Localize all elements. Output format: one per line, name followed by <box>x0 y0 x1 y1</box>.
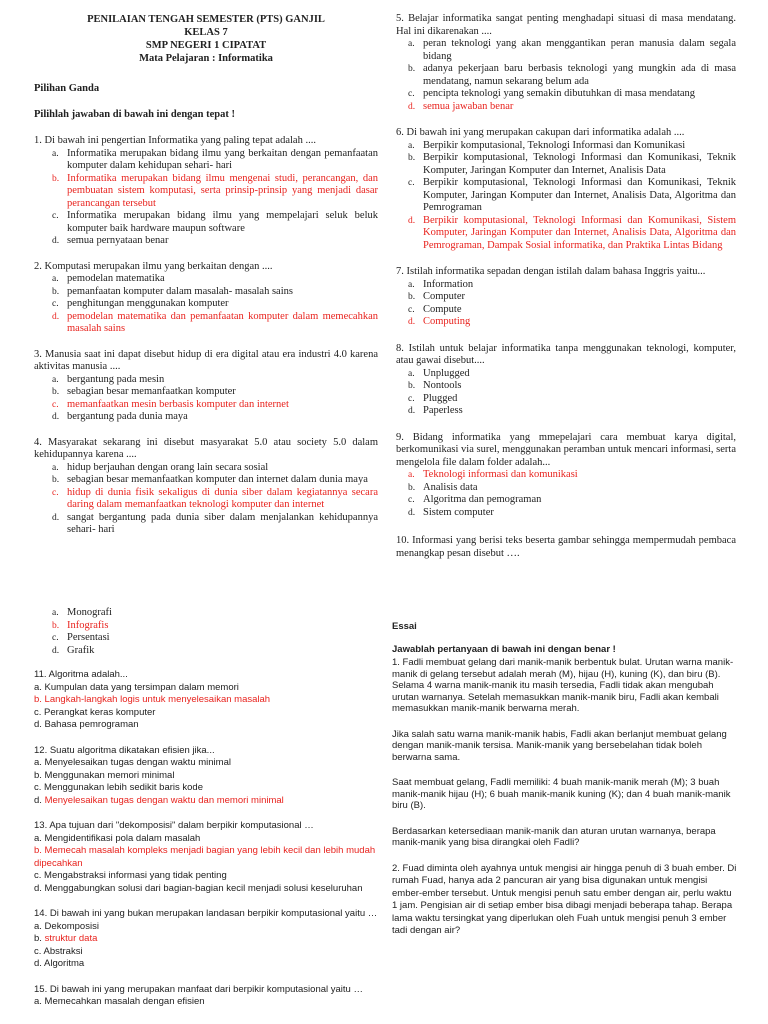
question-10 <box>396 535 736 560</box>
question-stem: 7. Istilah informatika sepadan dengan istilah dalam bahasa Inggris yaitu... <box>396 266 706 277</box>
option-d-answer: d. Computing <box>408 316 471 327</box>
option-c: c. Abstraksi <box>34 945 83 957</box>
option-d: d. Paperless <box>408 405 463 416</box>
question-stem: 2. Komputasi merupakan ilmu yang berkaitan dengan .... <box>34 260 273 272</box>
question-stem: 10. Informasi yang berisi teks beserta gambar sehingga mempermudah pembaca menangkap pesan disebut …. <box>396 535 736 559</box>
option-d: d. Grafik <box>52 644 95 656</box>
option-a: a. Information <box>408 278 474 290</box>
question-7 <box>396 266 736 329</box>
option-c: c. Berpikir komputasional, Teknologi Informasi dan Komunikasi, Teknik Komputer, Jaringan Komputer dan Internet, Analisis Data, Algoritma dan Pemrograman <box>408 177 736 213</box>
essay-title: Essai <box>392 621 417 632</box>
option-b-answer: b. Informatika merupakan bidang ilmu mengenai studi, perancangan, dan pembuatan sistem komputasi, serta prinsip-prinsip yang menjadi dasar perancangan tersebut <box>52 172 378 209</box>
question-2 <box>34 261 378 336</box>
option-c: c. Perangkat keras komputer <box>34 706 156 718</box>
option-d: d. semua pernyataan benar <box>52 235 169 246</box>
option-d-answer: d. pemodelan matematika dan pemanfaatan komputer dalam memecahkan masalah sains <box>52 310 378 334</box>
option-d: d. Algoritma <box>34 958 85 969</box>
option-b: b. adanya pekerjaan baru berbasis teknologi yang mungkin ada di masa mendatang, namun sekarang belum ada <box>408 63 736 87</box>
option-b-answer: b. struktur data <box>34 933 98 944</box>
question-stem: 1. Di bawah ini pengertian Informatika yang paling tepat adalah .... <box>34 135 316 146</box>
option-b: b. Nontools <box>408 380 462 391</box>
question-stem: 12. Suatu algoritma dikatakan efisien jika... <box>34 744 215 756</box>
option-b: b. sebagian besar memanfaatkan komputer <box>52 386 236 397</box>
option-d: d. bergantung pada dunia maya <box>52 411 188 422</box>
left-column-bottom <box>34 607 378 1009</box>
option-b: b. Computer <box>408 291 465 302</box>
left-column-top <box>34 13 378 537</box>
option-a: a. Menyelesaikan tugas dengan waktu minimal <box>34 757 231 768</box>
option-c-answer: c. hidup di dunia fisik sekaligus di dunia siber dalam kegiatannya secara daring dalam memanfaatkan teknologi komputer dan internet <box>52 486 378 510</box>
option-b: b. Analisis data <box>408 481 478 493</box>
option-c: c. Compute <box>408 303 462 315</box>
option-a: a. Dekomposisi <box>34 920 99 932</box>
option-a: a. pemodelan matematika <box>52 273 165 284</box>
question-14 <box>34 908 378 971</box>
option-b-answer: b. Langkah-langkah logis untuk menyelesaikan masalah <box>34 694 271 705</box>
question-1 <box>34 135 378 248</box>
question-8 <box>396 343 736 418</box>
option-a: a. Berpikir komputasional, Teknologi Informasi dan Komunikasi <box>408 139 686 151</box>
option-d: d. sangat bergantung pada dunia siber dalam menjalankan kehidupannya sehari- hari <box>52 511 378 535</box>
question-stem: 11. Algoritma adalah... <box>34 669 128 680</box>
option-a-answer: a. Teknologi informasi dan komunikasi <box>408 469 578 480</box>
option-a: a. bergantung pada mesin <box>52 373 165 385</box>
header-school: SMP NEGERI 1 CIPATAT <box>145 40 267 51</box>
header-subject: Mata Pelajaran : Informatika <box>139 53 273 64</box>
section-pilihan-ganda: Pilihan Ganda <box>34 83 100 94</box>
right-column-top <box>396 13 736 560</box>
option-d: d. Bahasa pemrograman <box>34 719 139 730</box>
option-c: c. Menggunakan lebih sedikit baris kode <box>34 782 203 793</box>
option-d-answer: d. Berpikir komputasional, Teknologi Informasi dan Komunikasi, Sistem Komputer, Jaringan Komputer dan Internet, Analisis Data, Algoritma dan Pemrograman, Dampak Sosial informatika, dan Praktika Lintas Bidang <box>408 214 736 251</box>
option-a: a. Kumpulan data yang tersimpan dalam memori <box>34 681 239 693</box>
essay-instruction: Jawablah pertanyaan di bawah ini dengan benar ! <box>392 644 616 655</box>
option-c: c. Plugged <box>408 392 458 404</box>
option-d-answer: d. Menyelesaikan tugas dengan waktu dan memori minimal <box>34 794 284 806</box>
option-c: c. Mengabstraksi informasi yang tidak penting <box>34 870 227 881</box>
question-12 <box>34 745 378 808</box>
essay-question-2: 2. Fuad diminta oleh ayahnya untuk mengisi air hingga penuh di 3 buah ember. Di rumah Fuad, hanya ada 2 pancuran air yang bisa digunakan untuk mengisi ember-ember tersebut. Untuk mengisi penuh satu ember dengan air, perlu waktu 1 jam. Pengisian air di setiap ember bisa dibagi menjadi beberapa tahap. Berapa lama waktu tersingkat yang diperlukan oleh Fuah untuk mengisi penuh 3 ember tadi dengan air? <box>392 862 737 936</box>
question-3 <box>34 349 378 424</box>
option-b: b. Menggunakan memori minimal <box>34 769 175 781</box>
option-a: a. Informatika merupakan bidang ilmu yang berkaitan dengan pemanfaatan komputer dalam kehidupan sehari- hari <box>52 147 378 171</box>
option-a: a. Monografi <box>52 607 112 618</box>
question-5 <box>396 13 736 113</box>
question-15 <box>34 984 378 1009</box>
option-c-answer: c. memanfaatkan mesin berbasis komputer dan internet <box>52 398 289 410</box>
option-b-answer: b. Infografis <box>52 619 109 631</box>
option-a: a. Unplugged <box>408 367 470 379</box>
question-stem: 9. Bidang informatika yang mmepelajari cara membuat karya digital, berkomunikasi via surel, menggunakan peramban untuk mencari informasi, serta mengelola file dalam folder adalah... <box>396 431 736 468</box>
option-a: a. hidup berjauhan dengan orang lain secara sosial <box>52 461 269 473</box>
question-stem: 15. Di bawah ini yang merupakan manfaat dari berpikir komputasional yaitu … <box>34 983 363 995</box>
option-b: b. Berpikir komputasional, Teknologi Informasi dan Komunikasi, Teknik Komputer, Jaringan Komputer dan Internet, Analisis Data <box>408 152 736 176</box>
question-11 <box>34 669 378 732</box>
question-6 <box>396 127 736 252</box>
header-title: PENILAIAN TENGAH SEMESTER (PTS) GANJIL <box>87 14 325 25</box>
option-a: a. peran teknologi yang akan menggantikan peran manusia dalam segala bidang <box>408 38 736 62</box>
option-c: c. Persentasi <box>52 632 110 643</box>
option-c: c. Algoritma dan pemograman <box>408 494 542 505</box>
question-stem: 8. Istilah untuk belajar informatika tanpa menggunakan teknologi, komputer, atau gawai disebut.... <box>396 342 736 366</box>
header-class: KELAS 7 <box>184 27 228 38</box>
option-d: d. Sistem computer <box>408 506 494 518</box>
option-b: b. pemanfaatan komputer dalam masalah- masalah sains <box>52 285 293 297</box>
option-b-answer: b. Memecah masalah kompleks menjadi bagian yang lebih kecil dan lebih mudah dipecahkan <box>34 845 376 869</box>
instruction-pg: Pilihlah jawaban di bawah ini dengan tepat ! <box>34 109 236 120</box>
question-stem: 14. Di bawah ini yang bukan merupakan landasan berpikir komputasional yaitu … <box>34 908 378 919</box>
option-d: d. Menggabungkan solusi dari bagian-bagian kecil menjadi solusi keseluruhan <box>34 882 363 894</box>
question-13 <box>34 820 378 895</box>
question-stem: 5. Belajar informatika sangat penting menghadapi situasi di masa mendatang. Hal ini dikarenakan .... <box>396 13 736 37</box>
question-stem: 4. Masyarakat sekarang ini disebut masyarakat 5.0 atau society 5.0 dalam kehidupannya karena .... <box>34 436 378 460</box>
option-a: a. Mengidentifikasi pola dalam masalah <box>34 832 201 844</box>
option-a: a. Memecahkan masalah dengan efisien <box>34 996 205 1007</box>
option-c: c. Informatika merupakan bidang ilmu yang mempelajari seluk beluk komputer baik hardware maupun software <box>52 210 378 234</box>
essay-question-1-p1: 1. Fadli membuat gelang dari manik-manik berbentuk bulat. Urutan warna manik-manik di gelang tersebut adalah merah (M), hijau (H), kuning (K), dan biru (B). Selama 4 warna manik-manik itu masih tersedia, Fadli tidak akan mengubah urutan warnanya. Setelah memasukkan manik-manik biru, Fadli akan kembali memasukkan manik-manik berwarna merah. <box>392 657 734 714</box>
question-stem: 13. Apa tujuan dari "dekomposisi" dalam berpikir komputasional … <box>34 820 314 831</box>
essay-question-1-p3: Saat membuat gelang, Fadli memiliki: 4 buah manik-manik merah (M); 3 buah manik-manik hijau (H); 6 buah manik-manik kuning (K); dan 4 buah manik-manik biru (B). <box>392 777 731 811</box>
question-10-options <box>34 607 378 657</box>
question-4 <box>34 437 378 537</box>
option-c: c. penghitungan menggunakan komputer <box>52 298 229 309</box>
question-9 <box>396 432 736 520</box>
option-d-answer: d. semua jawaban benar <box>408 100 514 112</box>
option-c: c. pencipta teknologi yang semakin dibutuhkan di masa mendatang <box>408 88 696 99</box>
essay-question-1-p4: Berdasarkan ketersediaan manik-manik dan aturan urutan warnanya, berapa manik-manik yang bisa dirangkai oleh Fadli? <box>392 825 716 848</box>
essay-section <box>392 621 738 938</box>
question-stem: 3. Manusia saat ini dapat disebut hidup di era digital atau era industri 4.0 karena aktivitas manusia .... <box>34 348 378 372</box>
question-stem: 6. Di bawah ini yang merupakan cakupan dari informatika adalah .... <box>396 127 685 138</box>
essay-question-1-p2: Jika salah satu warna manik-manik habis, Fadli akan berlanjut membuat gelang dengan manik-manik tersisa. Manik-manik yang bersebelahan tidak boleh berwarna sama. <box>392 728 727 763</box>
option-b: b. sebagian besar memanfaatkan komputer dan internet dalam dunia maya <box>52 474 368 485</box>
